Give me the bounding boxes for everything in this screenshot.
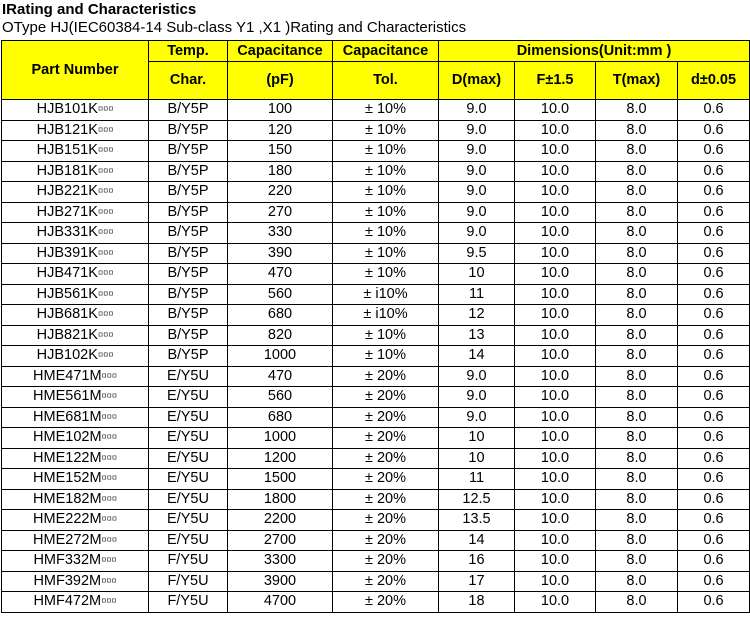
d-tol-cell: 0.6 <box>678 592 750 613</box>
d-tol-cell: 0.6 <box>678 489 750 510</box>
capacitance-cell: 1200 <box>228 448 333 469</box>
temp-char-cell: B/Y5P <box>149 346 228 367</box>
t-max-cell: 8.0 <box>596 182 678 203</box>
tolerance-cell: ± 10% <box>333 120 439 141</box>
d-max-cell: 11 <box>439 469 515 490</box>
part-number-cell: HJB391K▫▫▫ <box>2 243 149 264</box>
capacitance-cell: 1000 <box>228 346 333 367</box>
tolerance-cell: ± 20% <box>333 428 439 449</box>
temp-char-cell: E/Y5U <box>149 469 228 490</box>
d-tol-cell: 0.6 <box>678 141 750 162</box>
temp-char-cell: E/Y5U <box>149 387 228 408</box>
capacitance-cell: 150 <box>228 141 333 162</box>
d-tol-cell: 0.6 <box>678 161 750 182</box>
t-max-cell: 8.0 <box>596 325 678 346</box>
t-max-cell: 8.0 <box>596 366 678 387</box>
f-cell: 10.0 <box>515 120 596 141</box>
part-number-cell: HJB561K▫▫▫ <box>2 284 149 305</box>
part-number-cell: HME272M▫▫▫ <box>2 530 149 551</box>
d-tol-cell: 0.6 <box>678 243 750 264</box>
header-row-1 <box>2 41 750 62</box>
t-max-cell: 8.0 <box>596 469 678 490</box>
tolerance-cell: ± 20% <box>333 551 439 572</box>
t-max-cell: 8.0 <box>596 407 678 428</box>
table-row <box>2 571 750 592</box>
part-number-cell: HJB271K▫▫▫ <box>2 202 149 223</box>
part-number-cell: HMF332M▫▫▫ <box>2 551 149 572</box>
t-max-cell: 8.0 <box>596 551 678 572</box>
d-tol-cell: 0.6 <box>678 284 750 305</box>
f-cell: 10.0 <box>515 346 596 367</box>
part-number-cell: HJB121K▫▫▫ <box>2 120 149 141</box>
capacitance-cell: 680 <box>228 407 333 428</box>
d-tol-cell: 0.6 <box>678 223 750 244</box>
capacitance-cell: 4700 <box>228 592 333 613</box>
part-number-cell: HJB102K▫▫▫ <box>2 346 149 367</box>
table-row <box>2 120 750 141</box>
f-cell: 10.0 <box>515 366 596 387</box>
f-cell: 10.0 <box>515 387 596 408</box>
capacitance-cell: 1800 <box>228 489 333 510</box>
f-cell: 10.0 <box>515 202 596 223</box>
part-number-cell: HME561M▫▫▫ <box>2 387 149 408</box>
part-number-cell: HME122M▫▫▫ <box>2 448 149 469</box>
d-max-cell: 17 <box>439 571 515 592</box>
d-tol-cell: 0.6 <box>678 571 750 592</box>
table-row <box>2 182 750 203</box>
tolerance-cell: ± 10% <box>333 243 439 264</box>
temp-char-cell: B/Y5P <box>149 141 228 162</box>
temp-char-cell: B/Y5P <box>149 223 228 244</box>
table-row <box>2 530 750 551</box>
part-number-cell: HME152M▫▫▫ <box>2 469 149 490</box>
temp-char-cell: B/Y5P <box>149 120 228 141</box>
t-max-cell: 8.0 <box>596 530 678 551</box>
f-cell: 10.0 <box>515 325 596 346</box>
f-cell: 10.0 <box>515 264 596 285</box>
d-tol-cell: 0.6 <box>678 182 750 203</box>
f-cell: 10.0 <box>515 243 596 264</box>
d-max-cell: 16 <box>439 551 515 572</box>
tolerance-cell: ± 10% <box>333 141 439 162</box>
part-number-cell: HME222M▫▫▫ <box>2 510 149 531</box>
header-d-tol: d±0.05 <box>678 62 750 100</box>
d-max-cell: 10 <box>439 448 515 469</box>
tolerance-cell: ± 10% <box>333 223 439 244</box>
part-number-cell: HMF392M▫▫▫ <box>2 571 149 592</box>
tolerance-cell: ± 10% <box>333 325 439 346</box>
temp-char-cell: B/Y5P <box>149 182 228 203</box>
d-tol-cell: 0.6 <box>678 469 750 490</box>
f-cell: 10.0 <box>515 551 596 572</box>
table-row <box>2 223 750 244</box>
header-dimensions: Dimensions(Unit:mm ) <box>439 41 750 62</box>
rating-table <box>1 40 750 613</box>
t-max-cell: 8.0 <box>596 346 678 367</box>
table-row <box>2 100 750 121</box>
f-cell: 10.0 <box>515 182 596 203</box>
temp-char-cell: B/Y5P <box>149 161 228 182</box>
t-max-cell: 8.0 <box>596 243 678 264</box>
d-tol-cell: 0.6 <box>678 530 750 551</box>
capacitance-cell: 820 <box>228 325 333 346</box>
table-row <box>2 592 750 613</box>
d-max-cell: 9.0 <box>439 223 515 244</box>
table-row <box>2 407 750 428</box>
d-max-cell: 12.5 <box>439 489 515 510</box>
f-cell: 10.0 <box>515 428 596 449</box>
table-row <box>2 325 750 346</box>
d-max-cell: 10 <box>439 264 515 285</box>
d-max-cell: 9.0 <box>439 182 515 203</box>
tolerance-cell: ± 10% <box>333 264 439 285</box>
f-cell: 10.0 <box>515 510 596 531</box>
capacitance-cell: 220 <box>228 182 333 203</box>
section-title: IRating and Characteristics <box>2 1 197 18</box>
d-max-cell: 18 <box>439 592 515 613</box>
capacitance-cell: 470 <box>228 264 333 285</box>
table-row <box>2 510 750 531</box>
t-max-cell: 8.0 <box>596 428 678 449</box>
header-tol: Tol. <box>333 62 439 100</box>
header-f: F±1.5 <box>515 62 596 100</box>
header-part-number: Part Number <box>2 41 149 100</box>
t-max-cell: 8.0 <box>596 100 678 121</box>
temp-char-cell: B/Y5P <box>149 264 228 285</box>
temp-char-cell: E/Y5U <box>149 428 228 449</box>
capacitance-cell: 680 <box>228 305 333 326</box>
d-max-cell: 10 <box>439 428 515 449</box>
table-row <box>2 469 750 490</box>
part-number-cell: HME182M▫▫▫ <box>2 489 149 510</box>
capacitance-cell: 470 <box>228 366 333 387</box>
f-cell: 10.0 <box>515 141 596 162</box>
part-number-cell: HJB151K▫▫▫ <box>2 141 149 162</box>
part-number-cell: HMF472M▫▫▫ <box>2 592 149 613</box>
d-tol-cell: 0.6 <box>678 551 750 572</box>
tolerance-cell: ± 10% <box>333 161 439 182</box>
table-row <box>2 305 750 326</box>
d-max-cell: 9.0 <box>439 387 515 408</box>
capacitance-cell: 3300 <box>228 551 333 572</box>
d-max-cell: 9.0 <box>439 366 515 387</box>
tolerance-cell: ± 20% <box>333 407 439 428</box>
f-cell: 10.0 <box>515 469 596 490</box>
d-tol-cell: 0.6 <box>678 407 750 428</box>
temp-char-cell: B/Y5P <box>149 284 228 305</box>
header-char: Char. <box>149 62 228 100</box>
temp-char-cell: B/Y5P <box>149 100 228 121</box>
d-tol-cell: 0.6 <box>678 510 750 531</box>
d-max-cell: 9.0 <box>439 407 515 428</box>
table-row <box>2 551 750 572</box>
temp-char-cell: E/Y5U <box>149 510 228 531</box>
tolerance-cell: ± 20% <box>333 469 439 490</box>
d-tol-cell: 0.6 <box>678 305 750 326</box>
temp-char-cell: E/Y5U <box>149 407 228 428</box>
temp-char-cell: E/Y5U <box>149 448 228 469</box>
f-cell: 10.0 <box>515 223 596 244</box>
f-cell: 10.0 <box>515 100 596 121</box>
temp-char-cell: E/Y5U <box>149 366 228 387</box>
d-max-cell: 13.5 <box>439 510 515 531</box>
table-row <box>2 489 750 510</box>
d-max-cell: 14 <box>439 530 515 551</box>
header-capacitance-tol: Capacitance <box>333 41 439 62</box>
capacitance-cell: 390 <box>228 243 333 264</box>
part-number-cell: HME471M▫▫▫ <box>2 366 149 387</box>
t-max-cell: 8.0 <box>596 489 678 510</box>
header-d-max: D(max) <box>439 62 515 100</box>
d-max-cell: 9.0 <box>439 100 515 121</box>
part-number-cell: HME102M▫▫▫ <box>2 428 149 449</box>
tolerance-cell: ± 20% <box>333 489 439 510</box>
table-row <box>2 264 750 285</box>
table-row <box>2 387 750 408</box>
table-row <box>2 202 750 223</box>
capacitance-cell: 330 <box>228 223 333 244</box>
d-max-cell: 9.0 <box>439 120 515 141</box>
table-row <box>2 428 750 449</box>
d-tol-cell: 0.6 <box>678 202 750 223</box>
header-capacitance: Capacitance <box>228 41 333 62</box>
t-max-cell: 8.0 <box>596 448 678 469</box>
temp-char-cell: E/Y5U <box>149 530 228 551</box>
d-tol-cell: 0.6 <box>678 448 750 469</box>
part-number-cell: HJB681K▫▫▫ <box>2 305 149 326</box>
d-tol-cell: 0.6 <box>678 387 750 408</box>
f-cell: 10.0 <box>515 592 596 613</box>
temp-char-cell: F/Y5U <box>149 592 228 613</box>
f-cell: 10.0 <box>515 284 596 305</box>
t-max-cell: 8.0 <box>596 510 678 531</box>
table-row <box>2 243 750 264</box>
tolerance-cell: ± 10% <box>333 100 439 121</box>
tolerance-cell: ± 20% <box>333 592 439 613</box>
temp-char-cell: F/Y5U <box>149 551 228 572</box>
tolerance-cell: ± 20% <box>333 571 439 592</box>
f-cell: 10.0 <box>515 161 596 182</box>
d-tol-cell: 0.6 <box>678 366 750 387</box>
f-cell: 10.0 <box>515 571 596 592</box>
part-number-cell: HJB821K▫▫▫ <box>2 325 149 346</box>
tolerance-cell: ± 10% <box>333 202 439 223</box>
part-number-cell: HJB331K▫▫▫ <box>2 223 149 244</box>
t-max-cell: 8.0 <box>596 120 678 141</box>
header-temp: Temp. <box>149 41 228 62</box>
capacitance-cell: 270 <box>228 202 333 223</box>
d-max-cell: 13 <box>439 325 515 346</box>
tolerance-cell: ± 10% <box>333 346 439 367</box>
capacitance-cell: 1500 <box>228 469 333 490</box>
capacitance-cell: 560 <box>228 387 333 408</box>
d-max-cell: 12 <box>439 305 515 326</box>
capacitance-cell: 100 <box>228 100 333 121</box>
d-tol-cell: 0.6 <box>678 264 750 285</box>
f-cell: 10.0 <box>515 448 596 469</box>
t-max-cell: 8.0 <box>596 223 678 244</box>
capacitance-cell: 560 <box>228 284 333 305</box>
tolerance-cell: ± i10% <box>333 305 439 326</box>
t-max-cell: 8.0 <box>596 305 678 326</box>
t-max-cell: 8.0 <box>596 161 678 182</box>
tolerance-cell: ± 20% <box>333 387 439 408</box>
d-max-cell: 11 <box>439 284 515 305</box>
table-row <box>2 346 750 367</box>
table-body <box>2 100 750 613</box>
tolerance-cell: ± 20% <box>333 366 439 387</box>
table-row <box>2 141 750 162</box>
f-cell: 10.0 <box>515 489 596 510</box>
table-row <box>2 284 750 305</box>
d-max-cell: 9.0 <box>439 202 515 223</box>
d-tol-cell: 0.6 <box>678 100 750 121</box>
t-max-cell: 8.0 <box>596 592 678 613</box>
section-subtitle: OType HJ(IEC60384-14 Sub-class Y1 ,X1 )Rating and Characteristics <box>2 19 467 36</box>
d-max-cell: 9.0 <box>439 141 515 162</box>
d-tol-cell: 0.6 <box>678 325 750 346</box>
temp-char-cell: E/Y5U <box>149 489 228 510</box>
temp-char-cell: B/Y5P <box>149 325 228 346</box>
part-number-cell: HJB471K▫▫▫ <box>2 264 149 285</box>
part-number-cell: HJB101K▫▫▫ <box>2 100 149 121</box>
tolerance-cell: ± 20% <box>333 448 439 469</box>
header-t-max: T(max) <box>596 62 678 100</box>
temp-char-cell: B/Y5P <box>149 243 228 264</box>
t-max-cell: 8.0 <box>596 141 678 162</box>
t-max-cell: 8.0 <box>596 202 678 223</box>
d-max-cell: 9.5 <box>439 243 515 264</box>
part-number-cell: HJB181K▫▫▫ <box>2 161 149 182</box>
d-tol-cell: 0.6 <box>678 428 750 449</box>
capacitance-cell: 3900 <box>228 571 333 592</box>
capacitance-cell: 180 <box>228 161 333 182</box>
table-row <box>2 161 750 182</box>
temp-char-cell: B/Y5P <box>149 202 228 223</box>
f-cell: 10.0 <box>515 407 596 428</box>
temp-char-cell: F/Y5U <box>149 571 228 592</box>
f-cell: 10.0 <box>515 305 596 326</box>
tolerance-cell: ± 20% <box>333 530 439 551</box>
tolerance-cell: ± i10% <box>333 284 439 305</box>
table-row <box>2 448 750 469</box>
d-max-cell: 14 <box>439 346 515 367</box>
temp-char-cell: B/Y5P <box>149 305 228 326</box>
t-max-cell: 8.0 <box>596 571 678 592</box>
capacitance-cell: 2700 <box>228 530 333 551</box>
d-max-cell: 9.0 <box>439 161 515 182</box>
part-number-cell: HME681M▫▫▫ <box>2 407 149 428</box>
t-max-cell: 8.0 <box>596 264 678 285</box>
part-number-cell: HJB221K▫▫▫ <box>2 182 149 203</box>
t-max-cell: 8.0 <box>596 284 678 305</box>
table-row <box>2 366 750 387</box>
tolerance-cell: ± 20% <box>333 510 439 531</box>
tolerance-cell: ± 10% <box>333 182 439 203</box>
d-tol-cell: 0.6 <box>678 120 750 141</box>
capacitance-cell: 2200 <box>228 510 333 531</box>
d-tol-cell: 0.6 <box>678 346 750 367</box>
f-cell: 10.0 <box>515 530 596 551</box>
header-pf: (pF) <box>228 62 333 100</box>
t-max-cell: 8.0 <box>596 387 678 408</box>
capacitance-cell: 1000 <box>228 428 333 449</box>
capacitance-cell: 120 <box>228 120 333 141</box>
